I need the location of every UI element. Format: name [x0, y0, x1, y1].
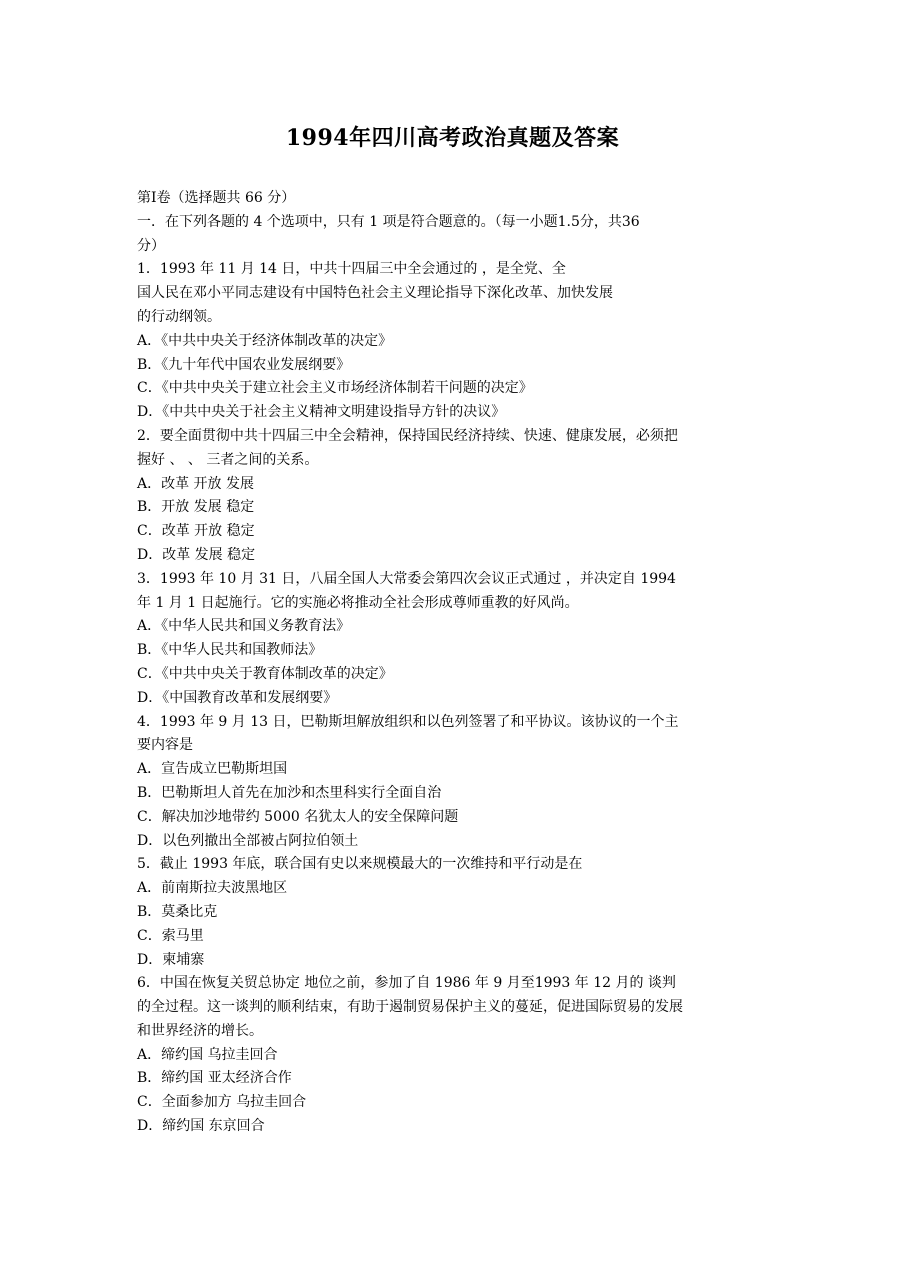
text-line: 3．1993 年 10 月 31 日，八届全国人大常委会第四次会议正式通过 ，并决定自 1994 — [137, 570, 676, 587]
text-line: C．全面参加方 乌拉圭回合 — [137, 1094, 307, 1111]
text-line: B．《九十年代中国农业发展纲要》 — [137, 356, 351, 373]
text-line: A．宣告成立巴勒斯坦国 — [137, 761, 288, 778]
text-line: C．改革 开放 稳定 — [137, 523, 255, 540]
text-line: 5．截止 1993 年底，联合国有史以来规模最大的一次维持和平行动是在 — [137, 856, 583, 873]
text-line: 国人民在邓小平同志建设有中国特色社会主义理论指导下深化改革、加快发展 — [137, 285, 613, 302]
text-line: 一．在下列各题的 4 个选项中，只有 1 项是符合题意的。（每一小题1.5分，共36 — [137, 213, 640, 230]
text-line: C．索马里 — [137, 927, 204, 944]
text-line: D．以色列撤出全部被占阿拉伯领土 — [137, 832, 359, 849]
text-line: 握好 、 、 三者之间的关系。 — [137, 451, 319, 468]
text-line: 要内容是 — [137, 737, 193, 754]
text-line: 第Ⅰ卷（选择题共 66 分） — [137, 190, 296, 206]
text-line: D．缔约国 东京回合 — [137, 1118, 265, 1135]
text-line: 1．1993 年 11 月 14 日，中共十四届三中全会通过的 ，是全党、全 — [137, 261, 566, 278]
text-line: D．柬埔寨 — [137, 951, 205, 968]
text-line: A．《中共中央关于经济体制改革的决定》 — [137, 332, 393, 349]
text-line: A．《中华人民共和国义务教育法》 — [137, 618, 351, 635]
text-line: C．解决加沙地带约 5000 名犹太人的安全保障问题 — [137, 808, 459, 825]
text-line: A．前南斯拉夫波黑地区 — [137, 880, 288, 897]
text-line: 2．要全面贯彻中共十四届三中全会精神，保持国民经济持续、快速、健康发展，必须把 — [137, 427, 678, 444]
text-line: 年 1 月 1 日起施行。它的实施必将推动全社会形成尊师重教的好风尚。 — [137, 594, 579, 611]
text-line: B．开放 发展 稳定 — [137, 499, 255, 516]
text-line: B．《中华人民共和国教师法》 — [137, 642, 323, 659]
text-line: 分） — [137, 237, 165, 254]
text-line: B．缔约国 亚太经济合作 — [137, 1070, 292, 1087]
document-body — [137, 187, 777, 1139]
page-title: 1994年四川高考政治真题及答案 — [285, 125, 620, 151]
text-line: D．改革 发展 稳定 — [137, 546, 256, 563]
text-line: A．改革 开放 发展 — [137, 475, 255, 492]
text-line: C．《中共中央关于教育体制改革的决定》 — [137, 665, 393, 682]
text-line: C．《中共中央关于建立社会主义市场经济体制若干问题的决定》 — [137, 380, 533, 397]
text-line: D．《中共中央关于社会主义精神文明建设指导方针的决议》 — [137, 404, 506, 421]
text-line: A．缔约国 乌拉圭回合 — [137, 1046, 278, 1063]
text-line: 6．中国在恢复关贸总协定 地位之前，参加了自 1986 年 9 月至1993 年 12 月的 谈判 — [137, 975, 676, 992]
text-line: 和世界经济的增长。 — [137, 1022, 263, 1039]
text-line: B．莫桑比克 — [137, 903, 218, 920]
text-line: 的全过程。这一谈判的顺利结束，有助于遏制贸易保护主义的蔓延，促进国际贸易的发展 — [137, 999, 683, 1016]
text-line: 4．1993 年 9 月 13 日，巴勒斯坦解放组织和以色列签署了和平协议。该协议的一个主 — [137, 713, 679, 730]
text-line: B．巴勒斯坦人首先在加沙和杰里科实行全面自治 — [137, 784, 442, 801]
text-line: D．《中国教育改革和发展纲要》 — [137, 689, 338, 706]
text-line: 的行动纲领。 — [137, 308, 221, 325]
